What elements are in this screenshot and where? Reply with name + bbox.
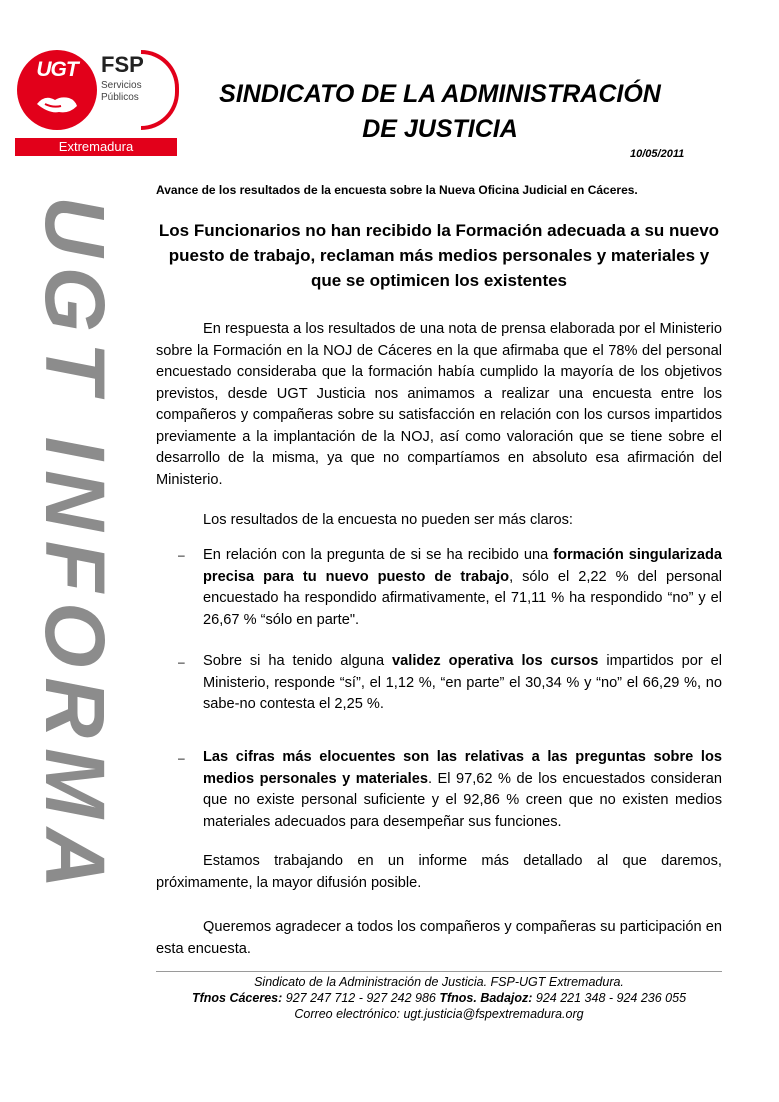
- servicios-label: Servicios: [101, 80, 142, 91]
- caceres-phones: 927 247 712 - 927 242 986: [282, 991, 440, 1005]
- bullet-dash-1: –: [178, 548, 185, 562]
- bullet-dash-3: –: [178, 751, 185, 765]
- handshake-icon: [35, 88, 79, 118]
- bullet-2-text-a: Sobre si ha tenido alguna: [203, 653, 393, 669]
- region-label: Extremadura: [58, 139, 134, 154]
- bullet-1-text-b: , sólo el 2,22 % del personal encuestado ha respondido afirmativamente, el 71,11 % ha respondido “no” y el 26,67 % “sólo en parte".: [203, 568, 722, 628]
- paragraph-4-text: Queremos agradecer a todos los compañeros y compañeras su participación en esta encuesta.: [156, 919, 722, 957]
- paragraph-1-text: En respuesta a los resultados de una nota de prensa elaborada por el Ministerio sobre la Formación en la NOJ de Cáceres en la que afirmaba que el 78% del personal encuestado consideraba que la formación había cumplido la mayoría de los objetivos previstos, desde UGT Justicia nos animamos a realizar una encuesta entre los compañeros y compañeras sobre su satisfacción en relación con los cursos impartidos previamente a la implantación de la NOJ, así como valoración que se tiene sobre el desarrollo de la misma, ya que no compartíamos en absoluto esa afirmación del Ministerio.: [156, 321, 722, 488]
- bullet-2-text-b: impartidos por el Ministerio, responde “sí”, el 1,12 %, “en parte” el 30,34 % y “no” el 66,29 %, no sabe-no contesta el 2,25 %.: [203, 653, 722, 712]
- ugt-fsp-logo: [15, 50, 180, 158]
- fsp-arc: [141, 50, 179, 130]
- footer-line-1: Sindicato de la Administración de Justicia. FSP-UGT Extremadura.: [254, 975, 624, 989]
- paragraph-2-text: Los resultados de la encuesta no pueden ser más claros:: [203, 512, 573, 528]
- document-date: 10/05/2011: [630, 148, 685, 160]
- bullet-1-text-a: En relación con la pregunta de si se ha recibido una: [203, 547, 554, 563]
- bullet-1: [203, 545, 722, 631]
- footer-phones: [156, 990, 722, 1006]
- badajoz-phones-label: Tfnos. Badajoz:: [439, 991, 533, 1005]
- footer-divider: [156, 971, 722, 972]
- bullet-3-bold: Las cifras más elocuentes son las relativas a las preguntas sobre los medios personales y materiales: [203, 749, 722, 787]
- paragraph-1: [156, 319, 722, 491]
- ugt-informa-vertical-text: [30, 196, 120, 934]
- header-title-line1: SINDICATO DE LA ADMINISTRACIÓN: [219, 80, 661, 108]
- fsp-logo-text: FSP: [101, 52, 144, 77]
- headline: Los Funcionarios no han recibido la Formación adecuada a su nuevo puesto de trabajo, reclaman más medios personales y materiales y que se optimicen los existentes: [158, 221, 720, 290]
- publicos-label: Públicos: [101, 92, 139, 103]
- ugt-logo-text: UGT: [36, 58, 78, 81]
- bullet-2-bold: validez operativa los cursos: [392, 653, 599, 669]
- bullet-3: [203, 747, 722, 833]
- paragraph-4: [156, 917, 722, 960]
- paragraph-2: [156, 510, 722, 532]
- subheading: Avance de los resultados de la encuesta sobre la Nueva Oficina Judicial en Cáceres.: [156, 183, 638, 197]
- badajoz-phones: 924 221 348 - 924 236 055: [532, 991, 687, 1005]
- bullet-3-text: . El 97,62 % de los encuestados consideran que no existe personal suficiente y el 92,86 % creen que no existen medios materiales adecuados para desempeñar sus funciones.: [203, 770, 723, 830]
- footer-email: Correo electrónico: ugt.justicia@fspextremadura.org: [294, 1007, 584, 1021]
- paragraph-3-text: Estamos trabajando en un informe más detallado al que daremos, próximamente, la mayor difusión posible.: [156, 853, 722, 891]
- bullet-dash-2: –: [178, 655, 185, 669]
- bullet-2: [203, 651, 722, 716]
- header-title-line2: DE JUSTICIA: [362, 115, 518, 143]
- vertical-text-label: UGT INFORMA: [28, 196, 122, 899]
- caceres-phones-label: Tfnos Cáceres:: [191, 991, 283, 1005]
- paragraph-3: [156, 851, 722, 894]
- bullet-1-bold: formación singularizada precisa para tu nuevo puesto de trabajo: [203, 547, 722, 585]
